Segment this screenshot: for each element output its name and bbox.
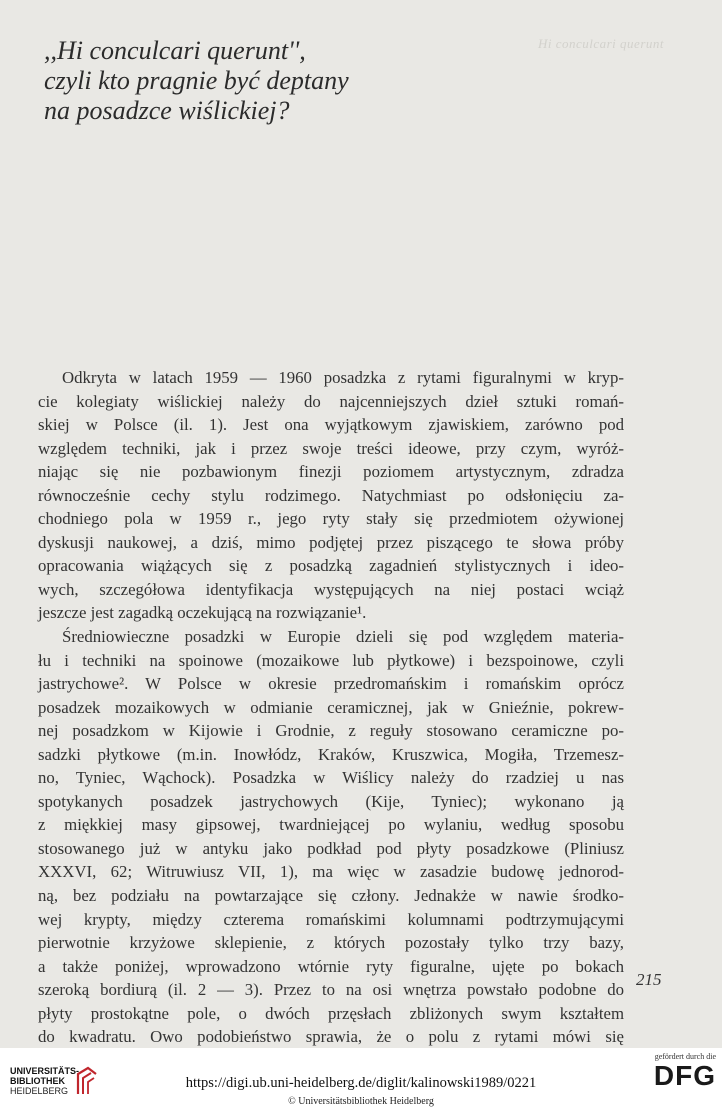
text-line: cie kolegiaty wiślickiej należy do najcenniejszych dzieł sztuki romań- [38,391,624,411]
library-line-3: HEIDELBERG [10,1086,69,1096]
text-line: niając się nie pozbawionym finezji poziomem artystycznym, zdradza [38,462,624,482]
text-line: dyskusji naukowej, a dziś, mimo podjętej przez piszącego te słowa próby [38,532,624,552]
text-line: płyty prostokątne pole, o dwóch przęsłach zbliżonych swym kształtem [38,1003,624,1023]
text-line: posadzek mozaikowych w odmianie ceramicznej, jak w Gnieźnie, pokrew- [38,697,624,717]
text-line: pierwotnie krzyżowe sklepienie, z których pozostały tylko trzy bazy, [38,933,624,953]
text-line: względem techniki, jak i przez swoje treści ideowe, przy czym, wyróż- [38,438,624,458]
text-line: ną, bez podziału na powtarzające się człony. Jednakże w nawie środko- [38,886,624,906]
funding-text: gefördert durch die [654,1052,716,1061]
title-line-3: na posadzce wiślickiej? [44,96,290,125]
text-line: szeroką bordiurą (il. 2 — 3). Przez to na osi wnętrza powstało podobne do [38,980,624,1000]
article-title [44,36,349,126]
bleed-through-text: Hi conculcari querunt [537,36,664,51]
page-number: 215 [636,970,662,989]
text-line: Średniowieczne posadzki w Europie dzieli się pod względem materia- [62,627,624,647]
text-line: wych, szczegółowa identyfikacja występujących na niej postaci wciąż [38,579,624,599]
title-line-2: czyli kto pragnie być deptany [44,66,349,95]
text-line: wej krypty, między czterema romańskimi kolumnami podtrzymującymi [38,909,624,929]
text-line: sadzki płytkowe (m.in. Inowłódz, Kraków, Kruszwica, Mogiła, Trzemesz- [38,744,624,764]
text-line: XXXVI, 62; Witruwiusz VII, 1), ma więc w zasadzie budowę jednorod- [38,862,624,882]
text-line: stosowanego już w antyku jako podkład pod płyty posadzkowe (Pliniusz [38,838,624,858]
text-line: nej posadzkom w Kijowie i Grodnie, z reguły stosowano ceramiczne po- [38,721,624,741]
library-line-1: UNIVERSITÄTS- [10,1066,80,1076]
title-line-1: ,,Hi conculcari querunt'', [44,36,306,65]
text-line: z miękkiej masy gipsowej, twardniejącej po wylaniu, według sposobu [38,815,624,835]
text-line: spotykanych posadzek jastrychowych (Kije, Tyniec); wykonano ją [38,791,624,811]
text-line: skiej w Polsce (il. 1). Jest ona wyjątkowym zjawiskiem, zarówno pod [38,415,624,435]
text-line: jeszcze jest zagadką oczekującą na rozwiązanie¹. [38,603,367,623]
dfg-logo: DFG [653,1060,716,1091]
text-line: a także poniżej, wprowadzono wtórnie ryty figuralne, ujęte po bokach [38,956,624,976]
funding-badge [654,1052,716,1091]
library-line-2: BIBLIOTHEK [10,1076,65,1086]
text-line: równocześnie cechy stylu rodzimego. Natychmiast po odsłonięciu za- [38,485,624,505]
text-line: łu i techniki na spoinowe (mozaikowe lub płytkowe) i bezspoinowe, czyli [38,650,624,670]
source-url-link[interactable]: https://digi.ub.uni-heidelberg.de/diglit/kalinowski1989/0221 [185,1075,537,1091]
text-line: opracowania wiążących się z posadzką zagadnień stylistycznych i ideo- [38,556,624,576]
copyright-text: © Universitätsbibliothek Heidelberg [288,1096,434,1107]
text-line: no, Tyniec, Wąchock). Posadzka w Wiślicy należy do rzadziej u nas [38,768,624,788]
text-line: Odkryta w latach 1959 — 1960 posadzka z rytami figuralnymi w kryp- [62,368,624,387]
body-text [38,366,624,1072]
text-line: chodniego pola w 1959 r., jego ryty stały się przedmiotem ożywionej [38,509,624,529]
text-line: jastrychowe². W Polsce w okresie przedromańskim i romańskim oprócz [38,674,624,694]
text-line: do kwadratu. Owo podobieństwo sprawia, że o polu z rytami mówi się [38,1027,624,1047]
